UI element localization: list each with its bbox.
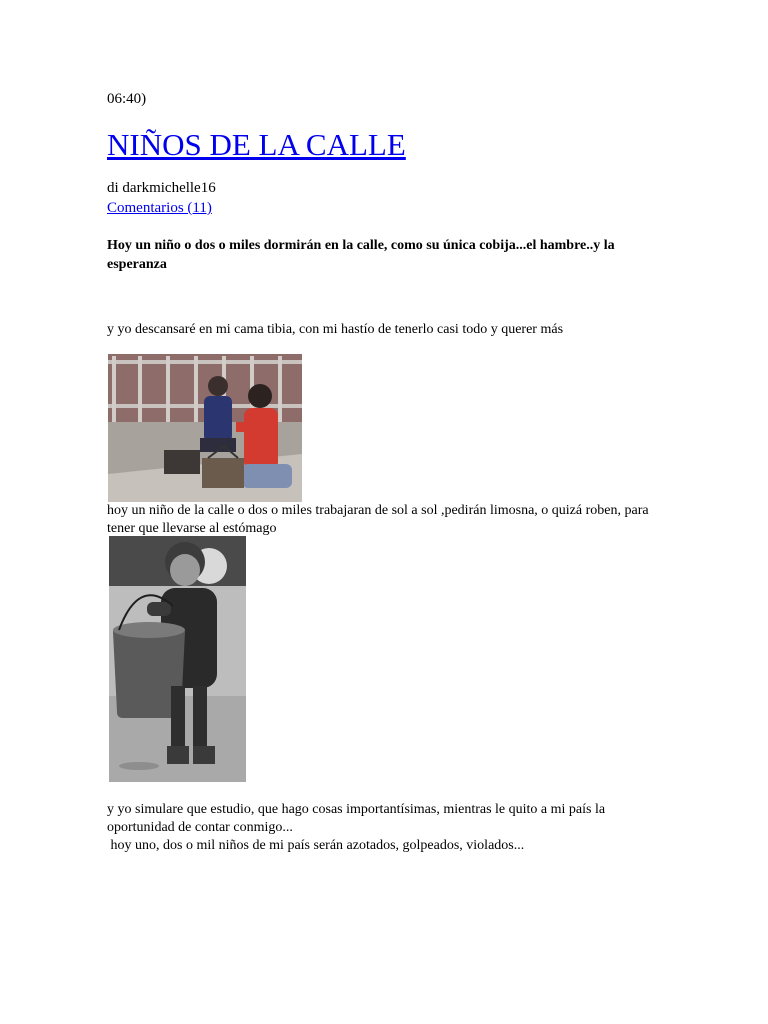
- comments-wrapper: [107, 200, 212, 217]
- post-title-link[interactable]: NIÑOS DE LA CALLE: [107, 127, 406, 162]
- intro-paragraph: Hoy un niño o dos o miles dormirán en la calle, como su única cobija...el hambre..y la esperanza: [107, 238, 615, 272]
- post-author: di darkmichelle16: [107, 180, 216, 196]
- shoeshine-children-photo: [108, 354, 302, 502]
- paragraph-3-line-1: y yo simulare que estudio, que hago cosas importantísimas, mientras le quito a mi país la oportunidad de contar conmigo...: [107, 802, 606, 835]
- paragraph-2: hoy un niño de la calle o dos o miles trabajaran de sol a sol ,pedirán limosna, o quizá roben, para tener que llevarse al estómago: [107, 503, 649, 536]
- child-with-bucket-photo: [109, 536, 246, 782]
- paragraph-1: y yo descansaré en mi cama tibia, con mi hastío de tenerlo casi todo y querer más: [107, 322, 564, 337]
- paragraph-3-line-2: hoy uno, dos o mil niños de mi país serán azotados, golpeados, violados...: [107, 838, 525, 853]
- comments-link[interactable]: Comentarios (11): [107, 200, 212, 216]
- paragraph-3: [107, 801, 667, 855]
- post-title: [107, 127, 406, 163]
- post-time: 06:40): [107, 91, 147, 107]
